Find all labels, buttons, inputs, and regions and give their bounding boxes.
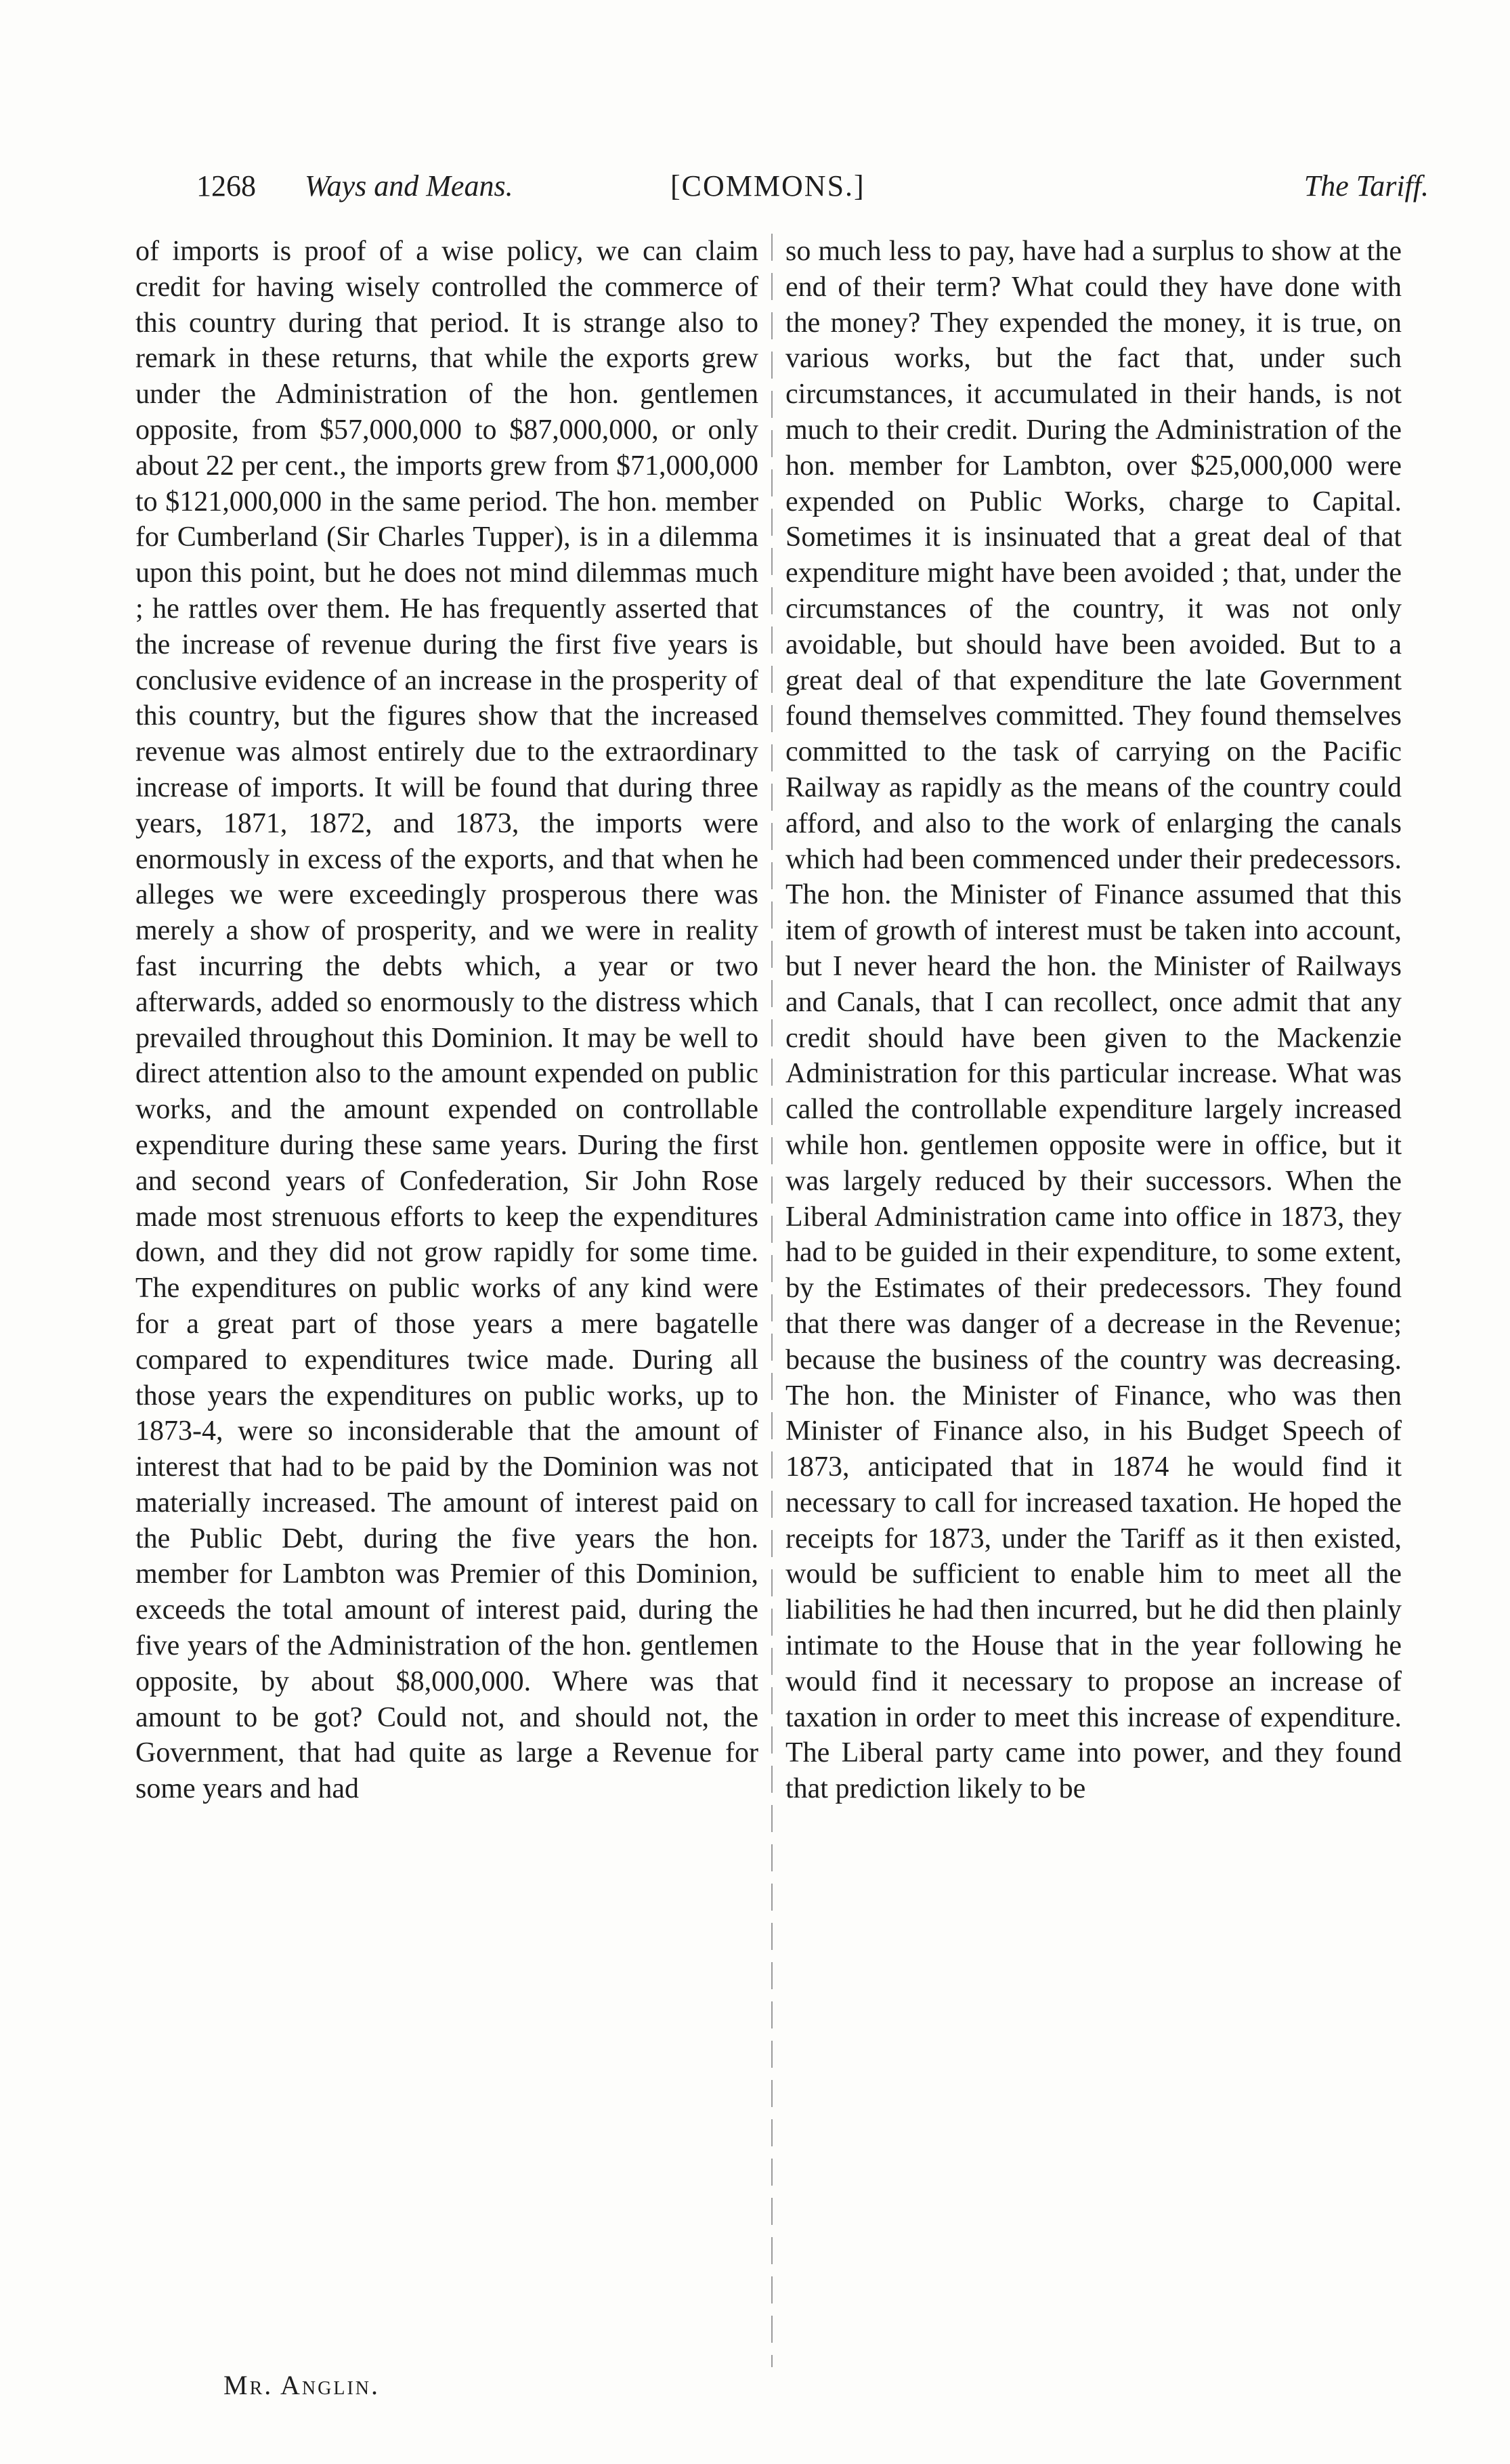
right-column-text: so much less to pay, have had a surplus to show at the end of their term? What could they have done with the money? They expended the money, it is true, on various works, but the fact that, under such circumstances, it accumulated in their hands, is not much to their credit. During the Administration of the hon. member for Lambton, over $25,000,000 were expended on Public Works, charge to Capital. Sometimes it is insinuated that a great deal of that expenditure might have been avoided ; that, under the circumstances of the country, it was not only avoidable, but should have been avoided. But to a great deal of that expenditure the late Government found themselves committed. They found themselves committed to the task of carrying on the Pacific Railway as rapidly as the means of the country could afford, and also to the work of enlarging the canals which had been commenced under their predecessors. The hon. the Minister of Finance assumed that this item of growth of interest must be taken into account, but I never heard the hon. the Minister of Railways and Canals, that I can recollect, once admit that any credit should have been given to the Mackenzie Administration for this particular increase. What was called the controllable expenditure largely increased while hon. gentlemen opposite were in office, but it was largely reduced by their successors. When the Liberal Administration came into office in 1873, they had to be guided in their expenditure, to some extent, by the Estimates of their predecessors. They found that there was danger of a decrease in the Revenue; because the business of the country was decreasing. The hon. the Minister of Finance, who was then Minister of Finance also, in his Budget Speech of 1873, anticipated that in 1874 he would find it necessary to call for increased taxation. He hoped the receipts for 1873, under the Tariff as it then existed, would be sufficient to enable him to meet all the liabilities he had then incurred, but he did then plainly intimate to the House that in the year following he would find it necessary to propose an increase of taxation in order to meet this increase of expenditure. The Liberal party came into power, and they found that prediction likely to be (785, 236, 1402, 1805)
left-column-text: of imports is proof of a wise policy, we can claim credit for having wisely controlled the commerce of this country during that period. It is strange also to remark in these returns, that while the exports grew under the Administration of the hon. gentlemen opposite, from $57,000,000 to $87,000,000, or only about 22 per cent., the imports grew from $71,000,000 to $121,000,000 in the same period. The hon. member for Cumberland (Sir Charles Tupper), is in a dilemma upon this point, but he does not mind dilemmas much ; he rattles over them. He has frequently asserted that the increase of revenue during the first five years is conclusive evidence of an increase in the prosperity of this country, but the figures show that the increased revenue was almost entirely due to the extraordinary increase of imports. It will be found that during three years, 1871, 1872, and 1873, the imports were enormously in excess of the exports, and that when he alleges we were exceedingly prosperous there was merely a show of prosperity, and we were in reality fast incurring the debts which, a year or two afterwards, added so enormously to the distress which prevailed throughout this Dominion. It may be well to direct attention also to the amount expended on public works, and the amount expended on controllable expenditure during these same years. During the first and second years of Confederation, Sir John Rose made most strenuous efforts to keep the expenditures down, and they did not grow rapidly for some time. The expenditures on public works of any kind were for a great part of those years a mere bagatelle compared to expenditures twice made. During all those years the expenditures on public works, up to 1873-4, were so inconsiderable that the amount of interest that had to be paid by the Dominion was not materially increased. The amount of interest paid on the Public Debt, during the five years the hon. member for Lambton was Premier of this Dominion, exceeds the total amount of interest paid, during the five years of the Administration of the hon. gentlemen opposite, by about $8,000,000. Where was that amount to be got? Could not, and should not, the Government, that had quite as large a Revenue for some years and had (135, 236, 758, 1805)
topic-title: The Tariff. (1303, 169, 1429, 203)
section-title: Ways and Means. (305, 169, 513, 203)
chamber-title: [COMMONS.] (670, 169, 865, 203)
page-header (196, 166, 1429, 213)
column-divider (771, 234, 773, 2367)
page-number: 1268 (196, 169, 256, 203)
speaker-name: Mr. Anglin. (223, 2370, 381, 2400)
